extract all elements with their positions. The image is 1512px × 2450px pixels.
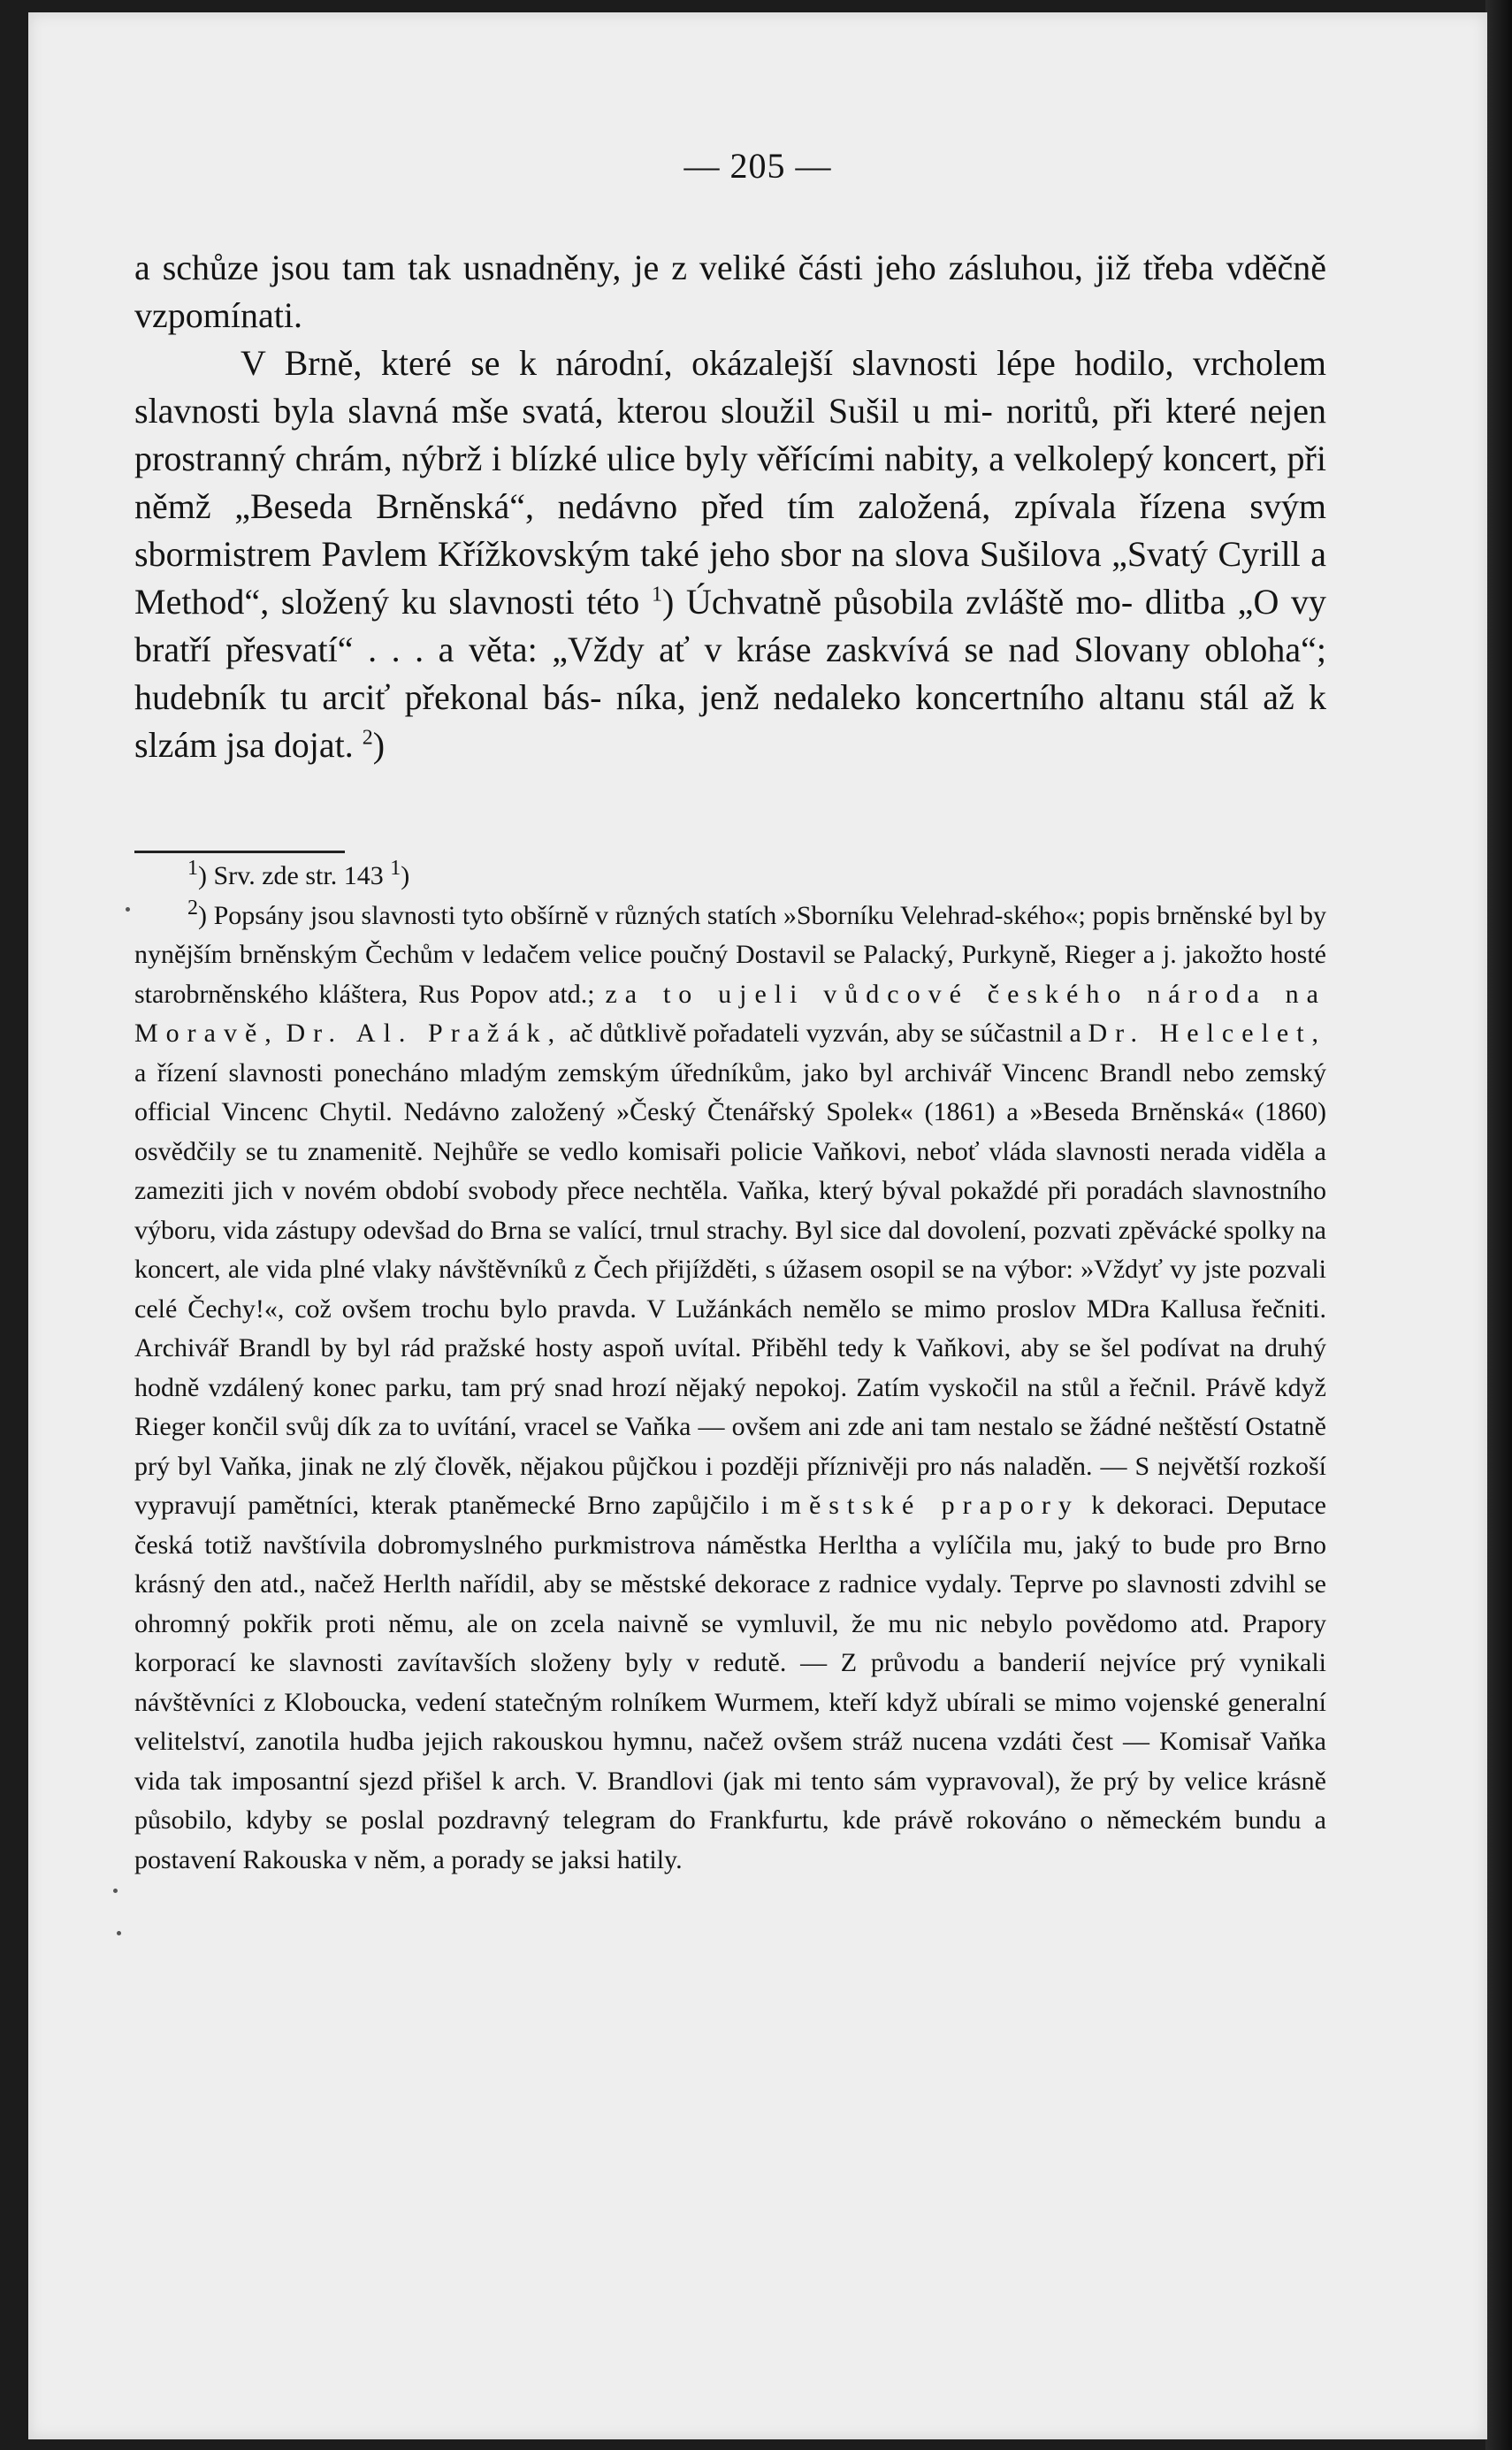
text-line: ) Úchvatně působila zvláště mo- [661, 582, 1134, 622]
footnote-2-text: k dekoraci. Deputace česká totiž navštívila dobromyslného purkmistrova náměstka Herltha a vylíčila mu, jaký to bude pro Brno krásný den atd., načež Herlth nařídil, aby se městské dekorace z radnice vydaly. Teprve po slavnosti zdvihl se ohromný pokřik proti němu, ale on zcela naivně se vymluvil, že mu nic nebylo povědomo atd. Prapory korporací ke slavnosti zavítavších složeny byly v redutě. — Z průvodu a banderií nejvíce prý vynikali návštěvníci z Kloboucka, vedení statečným rolníkem Wurmem, kteří když ubírali se mimo vojenské generalní velitelství, zanotila hudba jejich rakouskou hymnu, načež ovšem stráž nucena vzdáti čest — Komisař Vaňka vida tak imposantní sjezd přišel k arch. V. Brandlovi (jak mi tento sám vypravoval), že prý by velice krásně působilo, kdyby se poslal pozdravný telegram do Frankfurtu, kde právě rokováno o německém bundu a postavení Rakouska v něm, a porady se jaksi hatily. [134, 1491, 1326, 1874]
scan-edge-shadow [1485, 0, 1512, 2450]
footnote-ref-1: 1 [651, 583, 662, 607]
text-line: Method“, složený ku slavnosti této [134, 582, 640, 622]
paragraph-2 [134, 340, 1326, 769]
text-line: a schůze jsou tam tak usnadněny, je z veliké části jeho zásluhou, [134, 248, 1083, 287]
text-line: dlitba „O vy bratří přesvatí“ . . . a věta: „Vždy ať v kráse [134, 582, 1326, 669]
main-text [134, 244, 1326, 769]
footnote-2-text: a řízení slavnosti ponecháno mladým zemským úředníkům, jako byl archivář Vincenc Brandl nebo zemský official Vincenc Chytil. Nedávno založený »Český Čtenářský Spolek« (1861) a »Beseda Brněnská« (1860) osvědčily se tu znamenitě. Nejhůře se vedlo komisaři policie Vaňkovi, neboť vláda slavnosti nerada viděla a zameziti jich v novém období svobody přece nechtěla. Vaňka, který býval pokaždé při poradách slavnostního výboru, vida zástupy odevšad do Brna se valící, trnul strachy. Byl sice dal dovolení, pozvati zpěvácké spolky na koncert, ale vida plné vlaky návštěvníků z Čech přijížděti, s úžasem osopil se na výbor: »Vždyť vy jste pozvali celé Čechy!«, což ovšem trochu bylo pravda. V Lužánkách nemělo se mimo proslov MDra Kallusa řečniti. Archivář Brandl by byl rád pražské hosty aspoň uvítal. Přiběhl tedy k Vaňkovi, aby se šel podívat na druhý hodně vzdálený konec parku, tam prý snad hrozí nějaký nepokoj. Zatím vyskočil na stůl a řečnil. Právě když Rieger končil svůj dík za to uvítání, vracel se Vaňka — ovšem ani zde ani tam nestalo se žádné neštěstí Ostatně prý byl Vaňka, jinak ne zlý člověk, nějakou půjčkou i později příznivěji pro nás naladěn. — S největší rozkoší vypravují pamětníci, kterak ptaněmecké Brno zapůjčilo i [134, 1057, 1326, 1520]
text-line: věřícími nabity, a velkolepý koncert, při němž „Beseda Brněnská“, [134, 439, 1326, 526]
footnote-1-ref: 1 [390, 857, 401, 880]
footnote-1 [134, 857, 1326, 897]
text-line: zaskvívá se nad Slovany obloha“; hudebník tu arciť překonal bás- [134, 630, 1326, 717]
footnote-2-spaced-name: Dr. Al. Pražák, [286, 1019, 563, 1048]
footnote-2-spaced-text: městské prapory [780, 1491, 1080, 1520]
footnote-2-mark: 2 [187, 896, 198, 920]
text-line: nedávno před tím založená, zpívala řízena svým sbormistrem Pavlem [134, 486, 1327, 574]
scan-speck [113, 1889, 118, 1893]
text-line: V Brně, které se k národní, okázalejší slavnosti lépe hodilo, [241, 343, 1174, 383]
book-page [28, 12, 1487, 2439]
scan-speck [117, 1931, 121, 1935]
footnote-ref-2: 2 [362, 726, 373, 750]
footnote-2-text: ač důtklivě pořadateli vyzván, aby se súčastnil a [569, 1019, 1081, 1048]
text-line: noritů, při které nejen prostranný chrám, nýbrž i blízké ulice byly [134, 391, 1326, 478]
text-line: vrcholem slavnosti byla slavná mše svatá, kterou sloužil Sušil u mi- [134, 343, 1327, 431]
text-line: již třeba vděčně vzpomínati. [134, 248, 1327, 335]
footnote-divider [134, 851, 345, 853]
scan-speck [126, 907, 130, 912]
paragraph-1 [134, 244, 1326, 340]
footnote-1-mark: 1 [187, 857, 198, 880]
footnote-1-text: ) Srv. zde str. 143 [198, 861, 384, 890]
footnote-2-spaced-name: Dr. Helcelet, [1088, 1019, 1327, 1048]
footnote-2-spaced-text: za to ujeli vůdcové českého národa na Moravě, [134, 979, 1326, 1048]
footnote-2-text: ) Popsány jsou slavnosti tyto obšírně v různých statích »Sborníku Velehrad-ského«; popis brněnské byl by nynějším brněnským Čechům v ledačem velice poučný Dostavil se Palacký, Purkyně, Rieger a j. jakožto hosté starobrněnského kláštera, Rus Popov atd.; [134, 900, 1326, 1009]
text-line: níka, jenž nedaleko koncertního altanu stál až k slzám jsa dojat. [134, 677, 1327, 765]
footnote-1-close: ) [401, 861, 410, 890]
text-line: ) [372, 725, 386, 765]
footnote-2 [134, 897, 1326, 1881]
page-number: — 205 — [683, 146, 832, 186]
text-line: Křížkovským také jeho sbor na slova Sušilova „Svatý Cyrill a [437, 534, 1326, 574]
footnotes [134, 857, 1326, 1880]
